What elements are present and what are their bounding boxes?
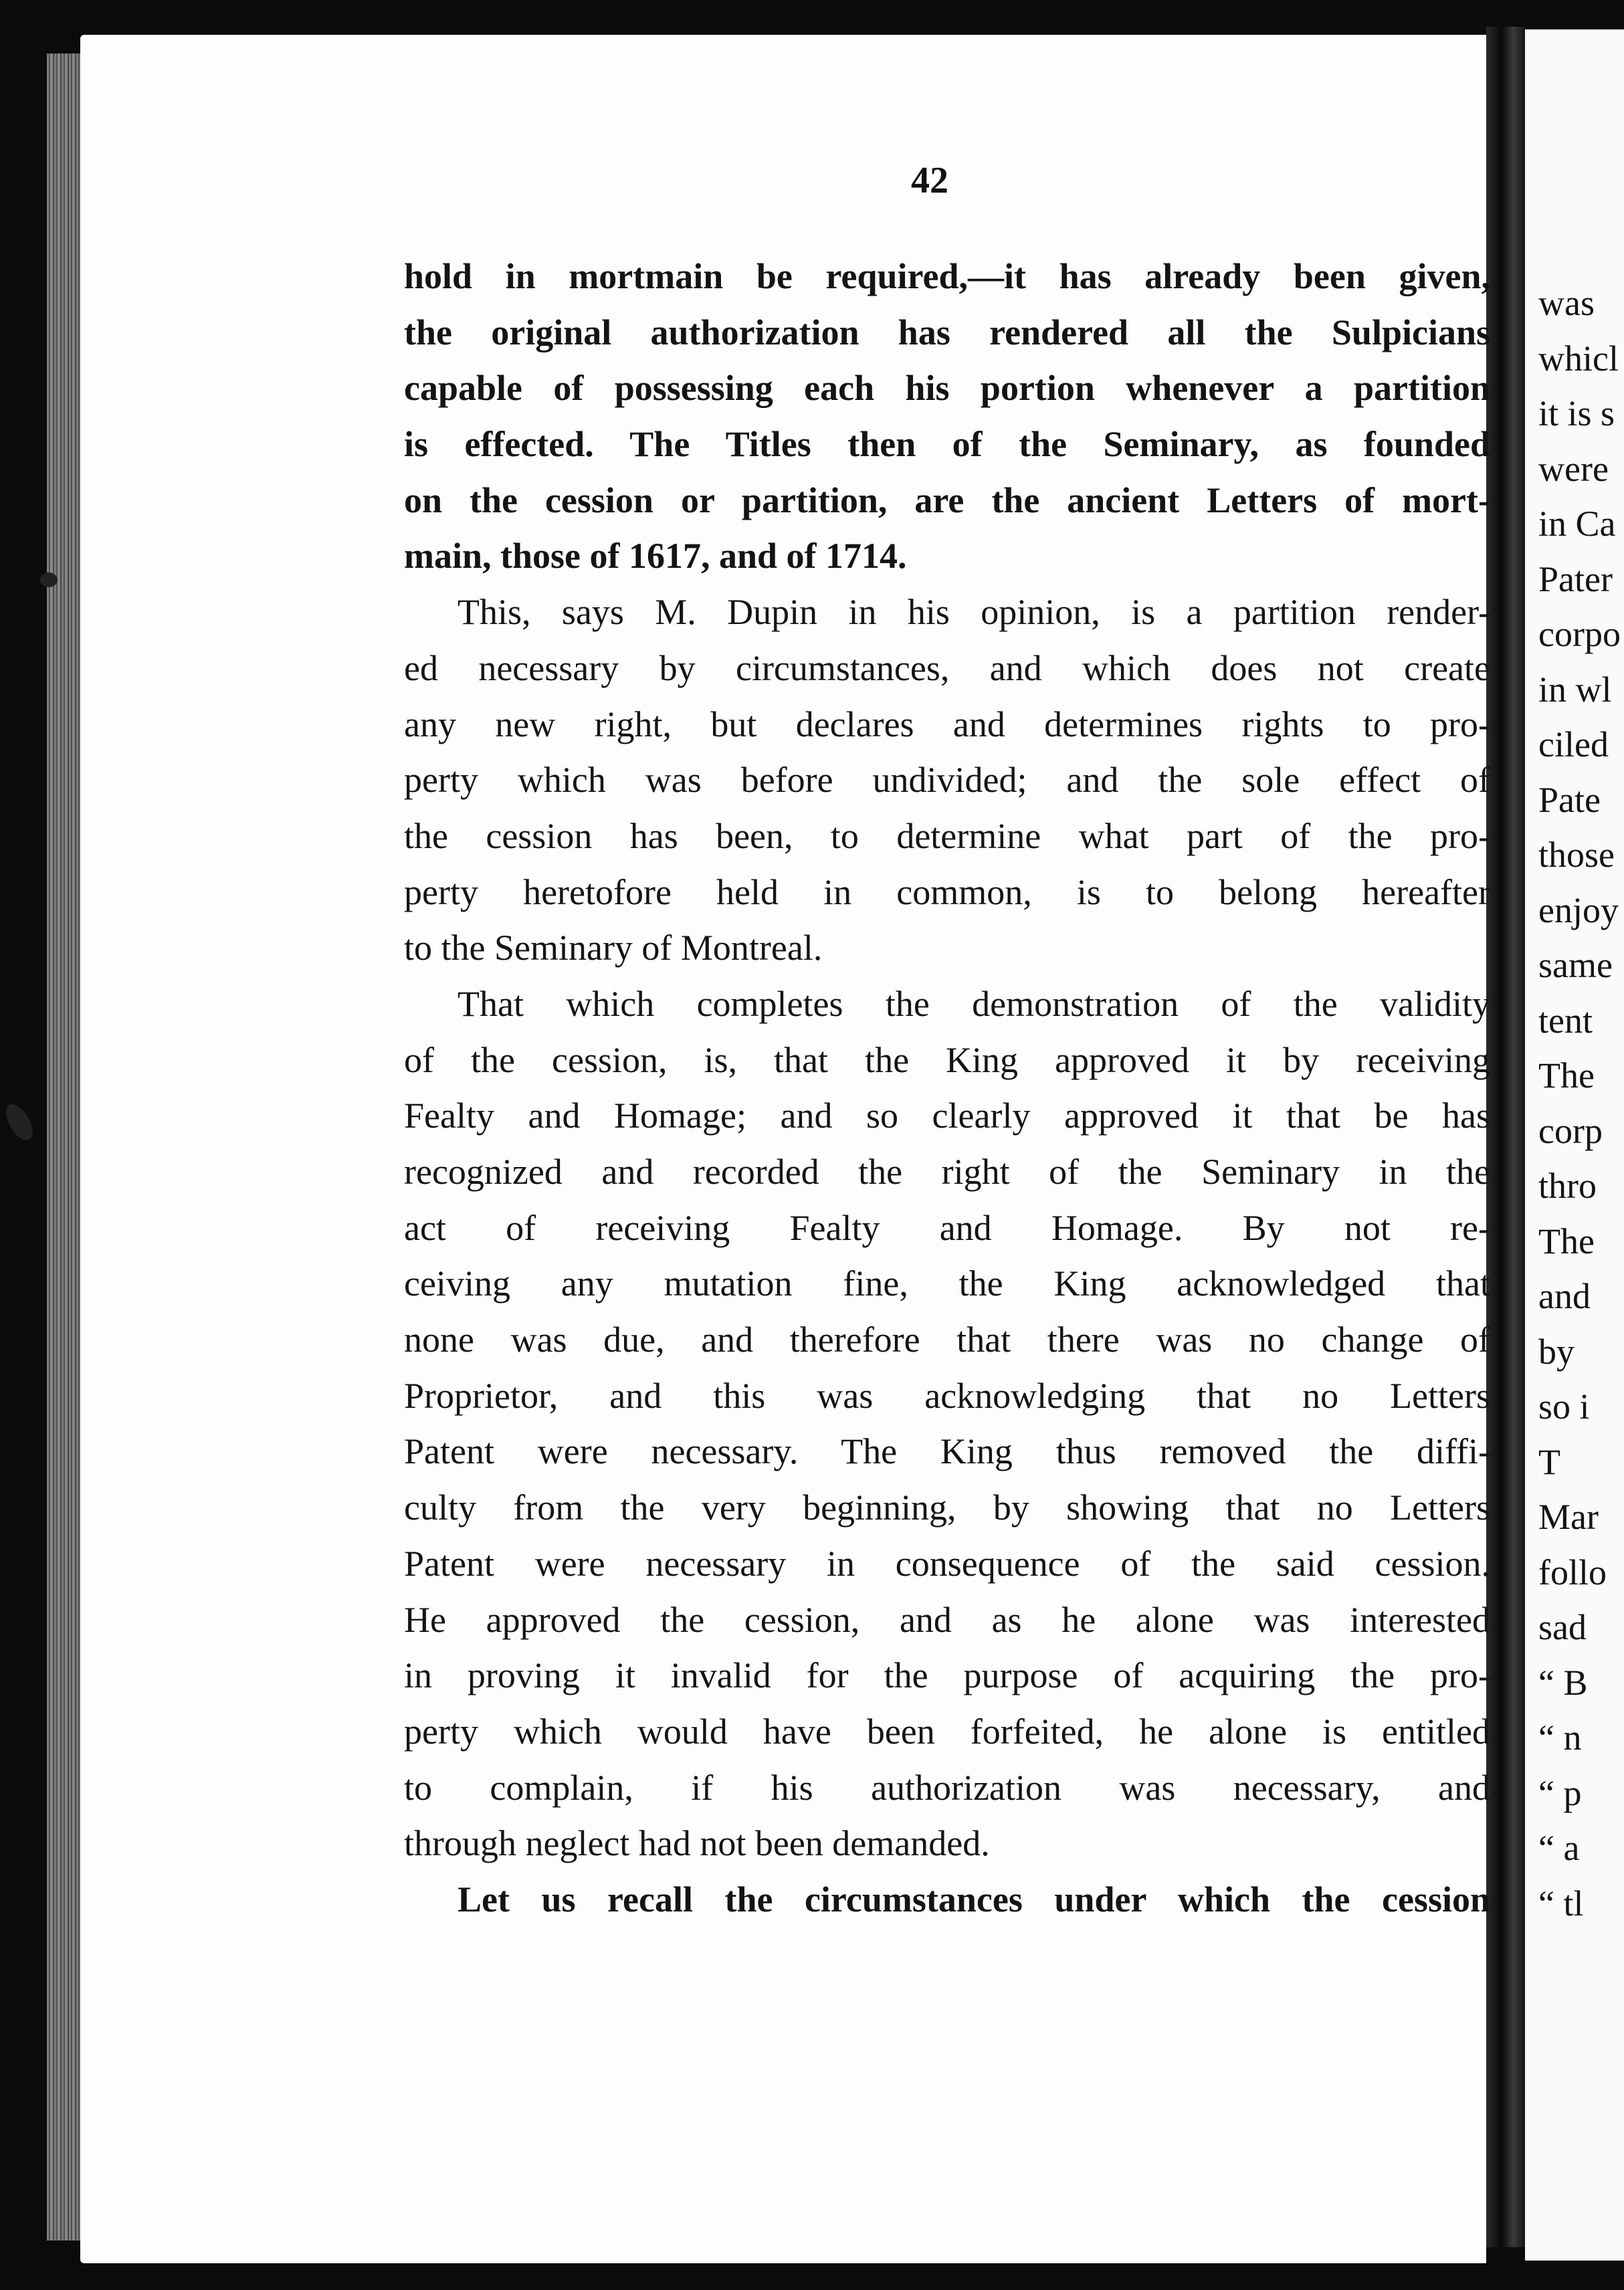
text-line: those bbox=[1538, 835, 1615, 875]
text-line: recognized and recorded the right of the Seminary in the bbox=[404, 1152, 1490, 1192]
text-line: in Ca bbox=[1538, 504, 1616, 544]
text-line: “ tl bbox=[1538, 1883, 1584, 1923]
text-line: on the cession or partition, are the ancient Letters of mort- bbox=[404, 480, 1490, 520]
text-line: tent bbox=[1538, 1000, 1593, 1041]
text-line: enjoy bbox=[1538, 890, 1619, 930]
text-line: in wl bbox=[1538, 669, 1612, 710]
text-line: follo bbox=[1538, 1552, 1607, 1592]
text-line: it is s bbox=[1538, 393, 1615, 433]
text-line: Patent were necessary in consequence of the said cession. bbox=[404, 1543, 1490, 1584]
text-line: Pate bbox=[1538, 779, 1601, 820]
text-line: act of receiving Fealty and Homage. By not re- bbox=[404, 1207, 1490, 1248]
text-line: to complain, if his authorization was necessary, and bbox=[404, 1767, 1490, 1808]
text-line: same bbox=[1538, 945, 1613, 985]
text-line: He approved the cession, and as he alone was interested bbox=[404, 1599, 1490, 1640]
text-line: to the Seminary of Montreal. bbox=[404, 928, 823, 968]
text-line: ceiving any mutation fine, the King acknowledged that bbox=[404, 1263, 1490, 1304]
text-line: ciled bbox=[1538, 724, 1609, 764]
text-line: The bbox=[1538, 1221, 1595, 1261]
text-line: any new right, but declares and determines rights to pro- bbox=[404, 704, 1490, 744]
text-line: corp bbox=[1538, 1110, 1603, 1151]
text-line: “ a bbox=[1538, 1828, 1580, 1868]
paragraph-start-line: Let us recall the circumstances under which the cession bbox=[458, 1879, 1490, 1919]
text-line: by bbox=[1538, 1331, 1575, 1372]
text-line: so i bbox=[1538, 1386, 1590, 1427]
text-line: capable of possessing each his portion whenever a partition bbox=[404, 368, 1490, 409]
text-line: perty heretofore held in common, is to belong hereafter bbox=[404, 871, 1490, 912]
text-line: and bbox=[1538, 1276, 1591, 1316]
text-line: main, those of 1617, and of 1714. bbox=[404, 536, 907, 577]
text-line: none was due, and therefore that there was no change of bbox=[404, 1320, 1490, 1360]
ink-speck bbox=[40, 572, 58, 587]
text-line: culty from the very beginning, by showing that no Letters bbox=[404, 1487, 1490, 1528]
text-line: in proving it invalid for the purpose of acquiring the pro- bbox=[404, 1655, 1490, 1696]
text-line: “ B bbox=[1538, 1662, 1588, 1703]
text-line: were bbox=[1538, 448, 1609, 489]
text-line: hold in mortmain be required,—it has already been given, bbox=[404, 256, 1490, 296]
text-line: of the cession, is, that the King approved it by receiving bbox=[404, 1039, 1490, 1080]
text-line: perty which was before undivided; and the sole effect of bbox=[404, 760, 1490, 801]
text-line: is effected. The Titles then of the Seminary, as founded bbox=[404, 424, 1490, 465]
text-line: “ p bbox=[1538, 1772, 1582, 1813]
text-line: “ n bbox=[1538, 1718, 1582, 1758]
text-line: thro bbox=[1538, 1166, 1597, 1206]
text-line: the cession has been, to determine what part of the pro- bbox=[404, 815, 1490, 856]
text-line: the original authorization has rendered all the Sulpicians bbox=[404, 312, 1490, 352]
text-line: Fealty and Homage; and so clearly approved it that be has bbox=[404, 1096, 1490, 1136]
text-line: sad bbox=[1538, 1607, 1587, 1647]
text-line: The bbox=[1538, 1055, 1595, 1096]
text-line: was bbox=[1538, 283, 1595, 323]
text-line: perty which would have been forfeited, he alone is entitled bbox=[404, 1711, 1490, 1752]
text-line: ed necessary by circumstances, and which does not create bbox=[404, 647, 1490, 688]
page-number: 42 bbox=[911, 160, 948, 201]
text-line: T bbox=[1538, 1441, 1560, 1482]
text-line: Mar bbox=[1538, 1497, 1599, 1537]
text-line: Pater bbox=[1538, 558, 1613, 599]
text-line: Proprietor, and this was acknowledging that no Letters bbox=[404, 1375, 1490, 1416]
paragraph-start-line: That which completes the demonstration of the validity bbox=[458, 983, 1490, 1024]
book-gutter bbox=[1486, 27, 1525, 2247]
text-line: whicl bbox=[1538, 338, 1619, 379]
left-page-text bbox=[404, 249, 1490, 1928]
text-line: corpo bbox=[1538, 614, 1621, 654]
text-line: through neglect had not been demanded. bbox=[404, 1823, 990, 1864]
ink-speck bbox=[1, 1100, 38, 1145]
paragraph-start-line: This, says M. Dupin in his opinion, is a partition render- bbox=[458, 592, 1490, 633]
text-line: Patent were necessary. The King thus removed the diffi- bbox=[404, 1431, 1490, 1472]
right-page-text bbox=[1538, 276, 1621, 1931]
